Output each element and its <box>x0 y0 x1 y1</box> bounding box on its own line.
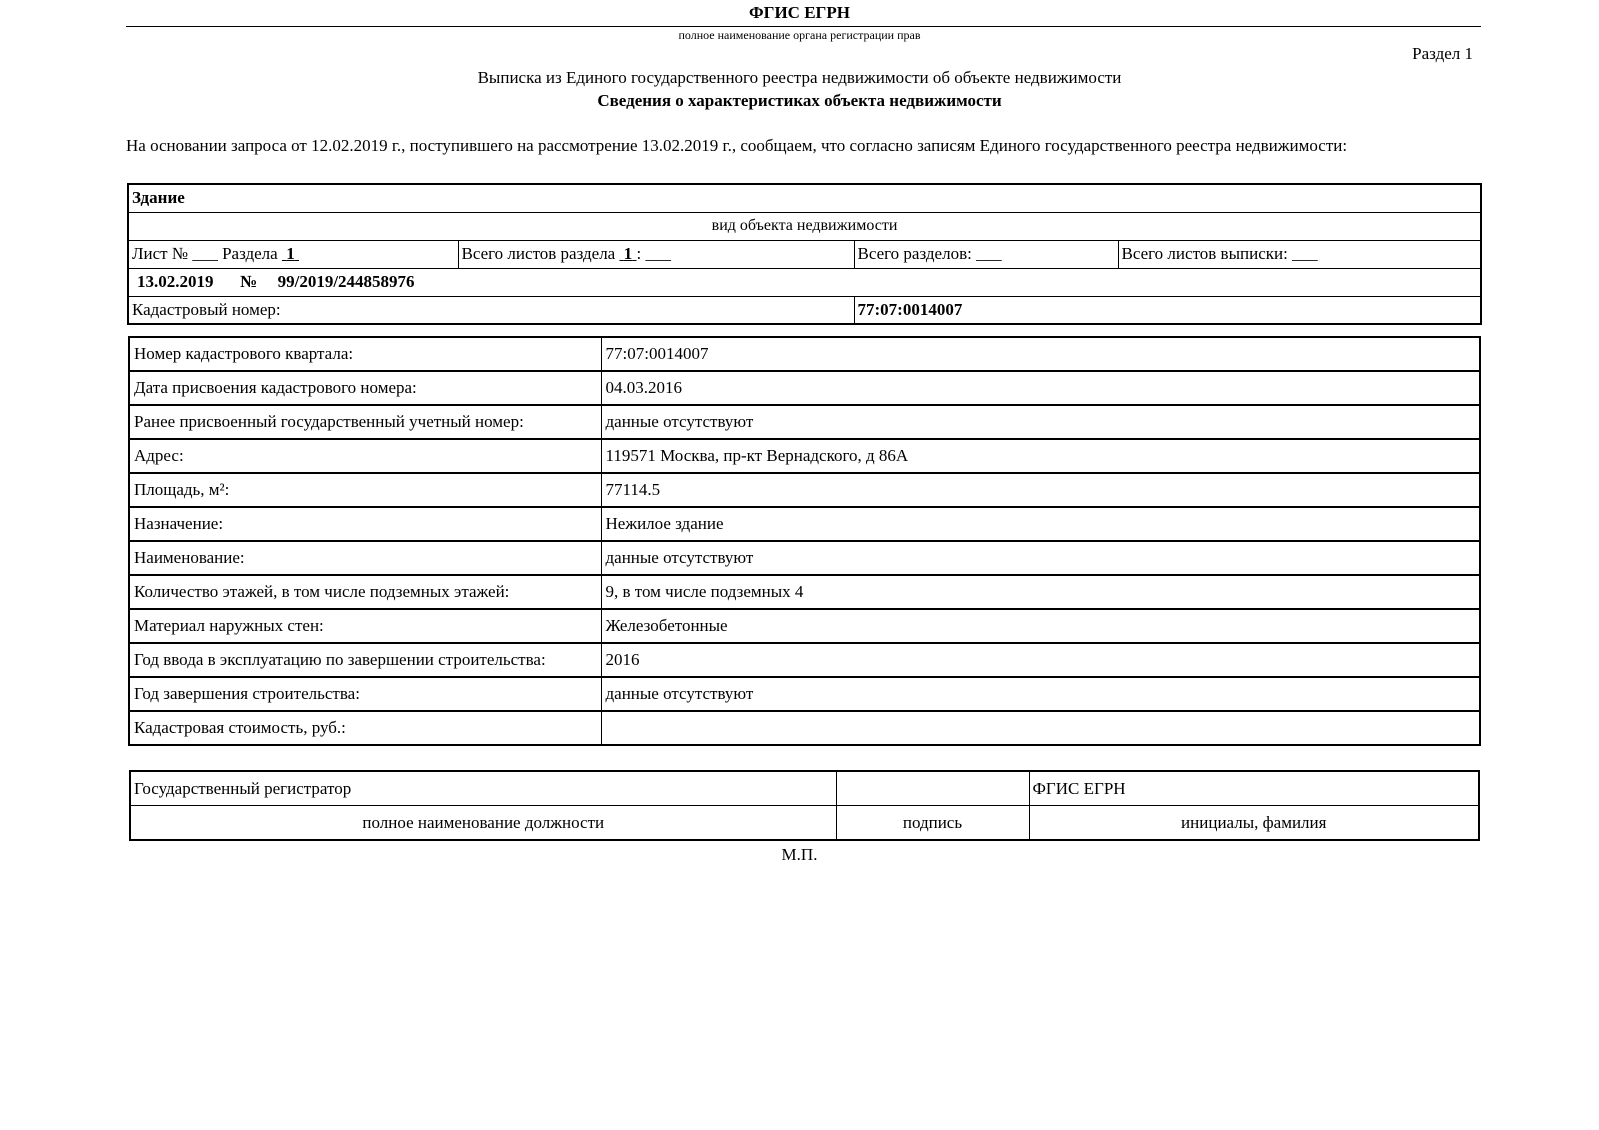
initials-caption: инициалы, фамилия <box>1029 806 1479 841</box>
property-label: Год завершения строительства: <box>129 677 601 711</box>
signature-caption-row <box>130 806 1479 841</box>
date-number-cell <box>128 268 1481 296</box>
property-label: Ранее присвоенный государственный учетный номер: <box>129 405 601 439</box>
property-label: Кадастровая стоимость, руб.: <box>129 711 601 745</box>
signature-table <box>129 770 1480 841</box>
property-label: Адрес: <box>129 439 601 473</box>
registrar-position: Государственный регистратор <box>130 771 836 806</box>
property-label: Назначение: <box>129 507 601 541</box>
signature-caption: подпись <box>836 806 1029 841</box>
properties-table <box>128 336 1481 746</box>
object-header-table <box>127 183 1482 325</box>
sheet-section-value: 1 <box>286 244 295 263</box>
number-sign: № <box>240 272 258 291</box>
authority-underline <box>126 26 1481 27</box>
property-row <box>129 371 1480 405</box>
registration-authority: ФГИС ЕГРН <box>749 3 850 22</box>
property-row <box>129 337 1480 371</box>
cadastral-number-label: Кадастровый номер: <box>128 296 854 324</box>
object-type-caption: вид объекта недвижимости <box>128 212 1481 240</box>
position-caption: полное наименование должности <box>130 806 836 841</box>
signature-field <box>836 771 1029 806</box>
sheet-label: Лист № ___ Раздела <box>132 244 278 263</box>
property-row <box>129 609 1480 643</box>
registration-authority-caption: полное наименование органа регистрации прав <box>678 28 921 42</box>
total-section-sheets-suffix: : ___ <box>636 244 671 263</box>
object-type-caption-row <box>128 212 1481 240</box>
property-row <box>129 643 1480 677</box>
property-label: Номер кадастрового квартала: <box>129 337 601 371</box>
signature-row <box>130 771 1479 806</box>
property-value: данные отсутствуют <box>601 677 1480 711</box>
total-section-sheets-label: Всего листов раздела <box>461 244 616 263</box>
property-value: данные отсутствуют <box>601 541 1480 575</box>
object-type: Здание <box>128 184 1481 212</box>
property-value: 77114.5 <box>601 473 1480 507</box>
cadastral-number-row <box>128 296 1481 324</box>
property-value: Железобетонные <box>601 609 1480 643</box>
property-value <box>601 711 1480 745</box>
sheets-row <box>128 240 1481 268</box>
extract-date: 13.02.2019 <box>137 272 214 291</box>
object-type-row <box>128 184 1481 212</box>
property-row <box>129 507 1480 541</box>
property-value: 119571 Москва, пр-кт Вернадского, д 86А <box>601 439 1480 473</box>
property-row <box>129 439 1480 473</box>
extract-number: 99/2019/244858976 <box>277 272 415 291</box>
registrar-initials: ФГИС ЕГРН <box>1029 771 1479 806</box>
total-section-sheets-cell <box>458 240 854 268</box>
property-row <box>129 405 1480 439</box>
total-sections-cell: Всего разделов: ___ <box>854 240 1118 268</box>
property-value: 2016 <box>601 643 1480 677</box>
property-label: Материал наружных стен: <box>129 609 601 643</box>
stamp-place: М.П. <box>781 845 818 864</box>
property-label: Год ввода в эксплуатацию по завершении строительства: <box>129 643 601 677</box>
property-label: Площадь, м²: <box>129 473 601 507</box>
cadastral-number-value: 77:07:0014007 <box>854 296 1481 324</box>
total-extract-sheets-cell: Всего листов выписки: ___ <box>1118 240 1481 268</box>
date-number-row <box>128 268 1481 296</box>
sheet-number-cell <box>128 240 458 268</box>
property-label: Дата присвоения кадастрового номера: <box>129 371 601 405</box>
total-section-sheets-value: 1 <box>623 244 633 263</box>
property-row <box>129 677 1480 711</box>
property-row <box>129 575 1480 609</box>
property-row <box>129 711 1480 745</box>
property-label: Количество этажей, в том числе подземных этажей: <box>129 575 601 609</box>
property-value: 04.03.2016 <box>601 371 1480 405</box>
property-row <box>129 473 1480 507</box>
property-value: 77:07:0014007 <box>601 337 1480 371</box>
property-row <box>129 541 1480 575</box>
document-title: Выписка из Единого государственного реестра недвижимости об объекте недвижимости <box>477 68 1122 87</box>
property-value: 9, в том числе подземных 4 <box>601 575 1480 609</box>
property-label: Наименование: <box>129 541 601 575</box>
property-value: данные отсутствуют <box>601 405 1480 439</box>
properties-body <box>129 337 1480 745</box>
intro-paragraph: На основании запроса от 12.02.2019 г., поступившего на рассмотрение 13.02.2019 г., сообщаем, что согласно записям Единого государственного реестра недвижимости: <box>126 136 1348 155</box>
section-label: Раздел 1 <box>1412 44 1473 63</box>
property-value: Нежилое здание <box>601 507 1480 541</box>
document-subtitle: Сведения о характеристиках объекта недвижимости <box>597 91 1002 110</box>
